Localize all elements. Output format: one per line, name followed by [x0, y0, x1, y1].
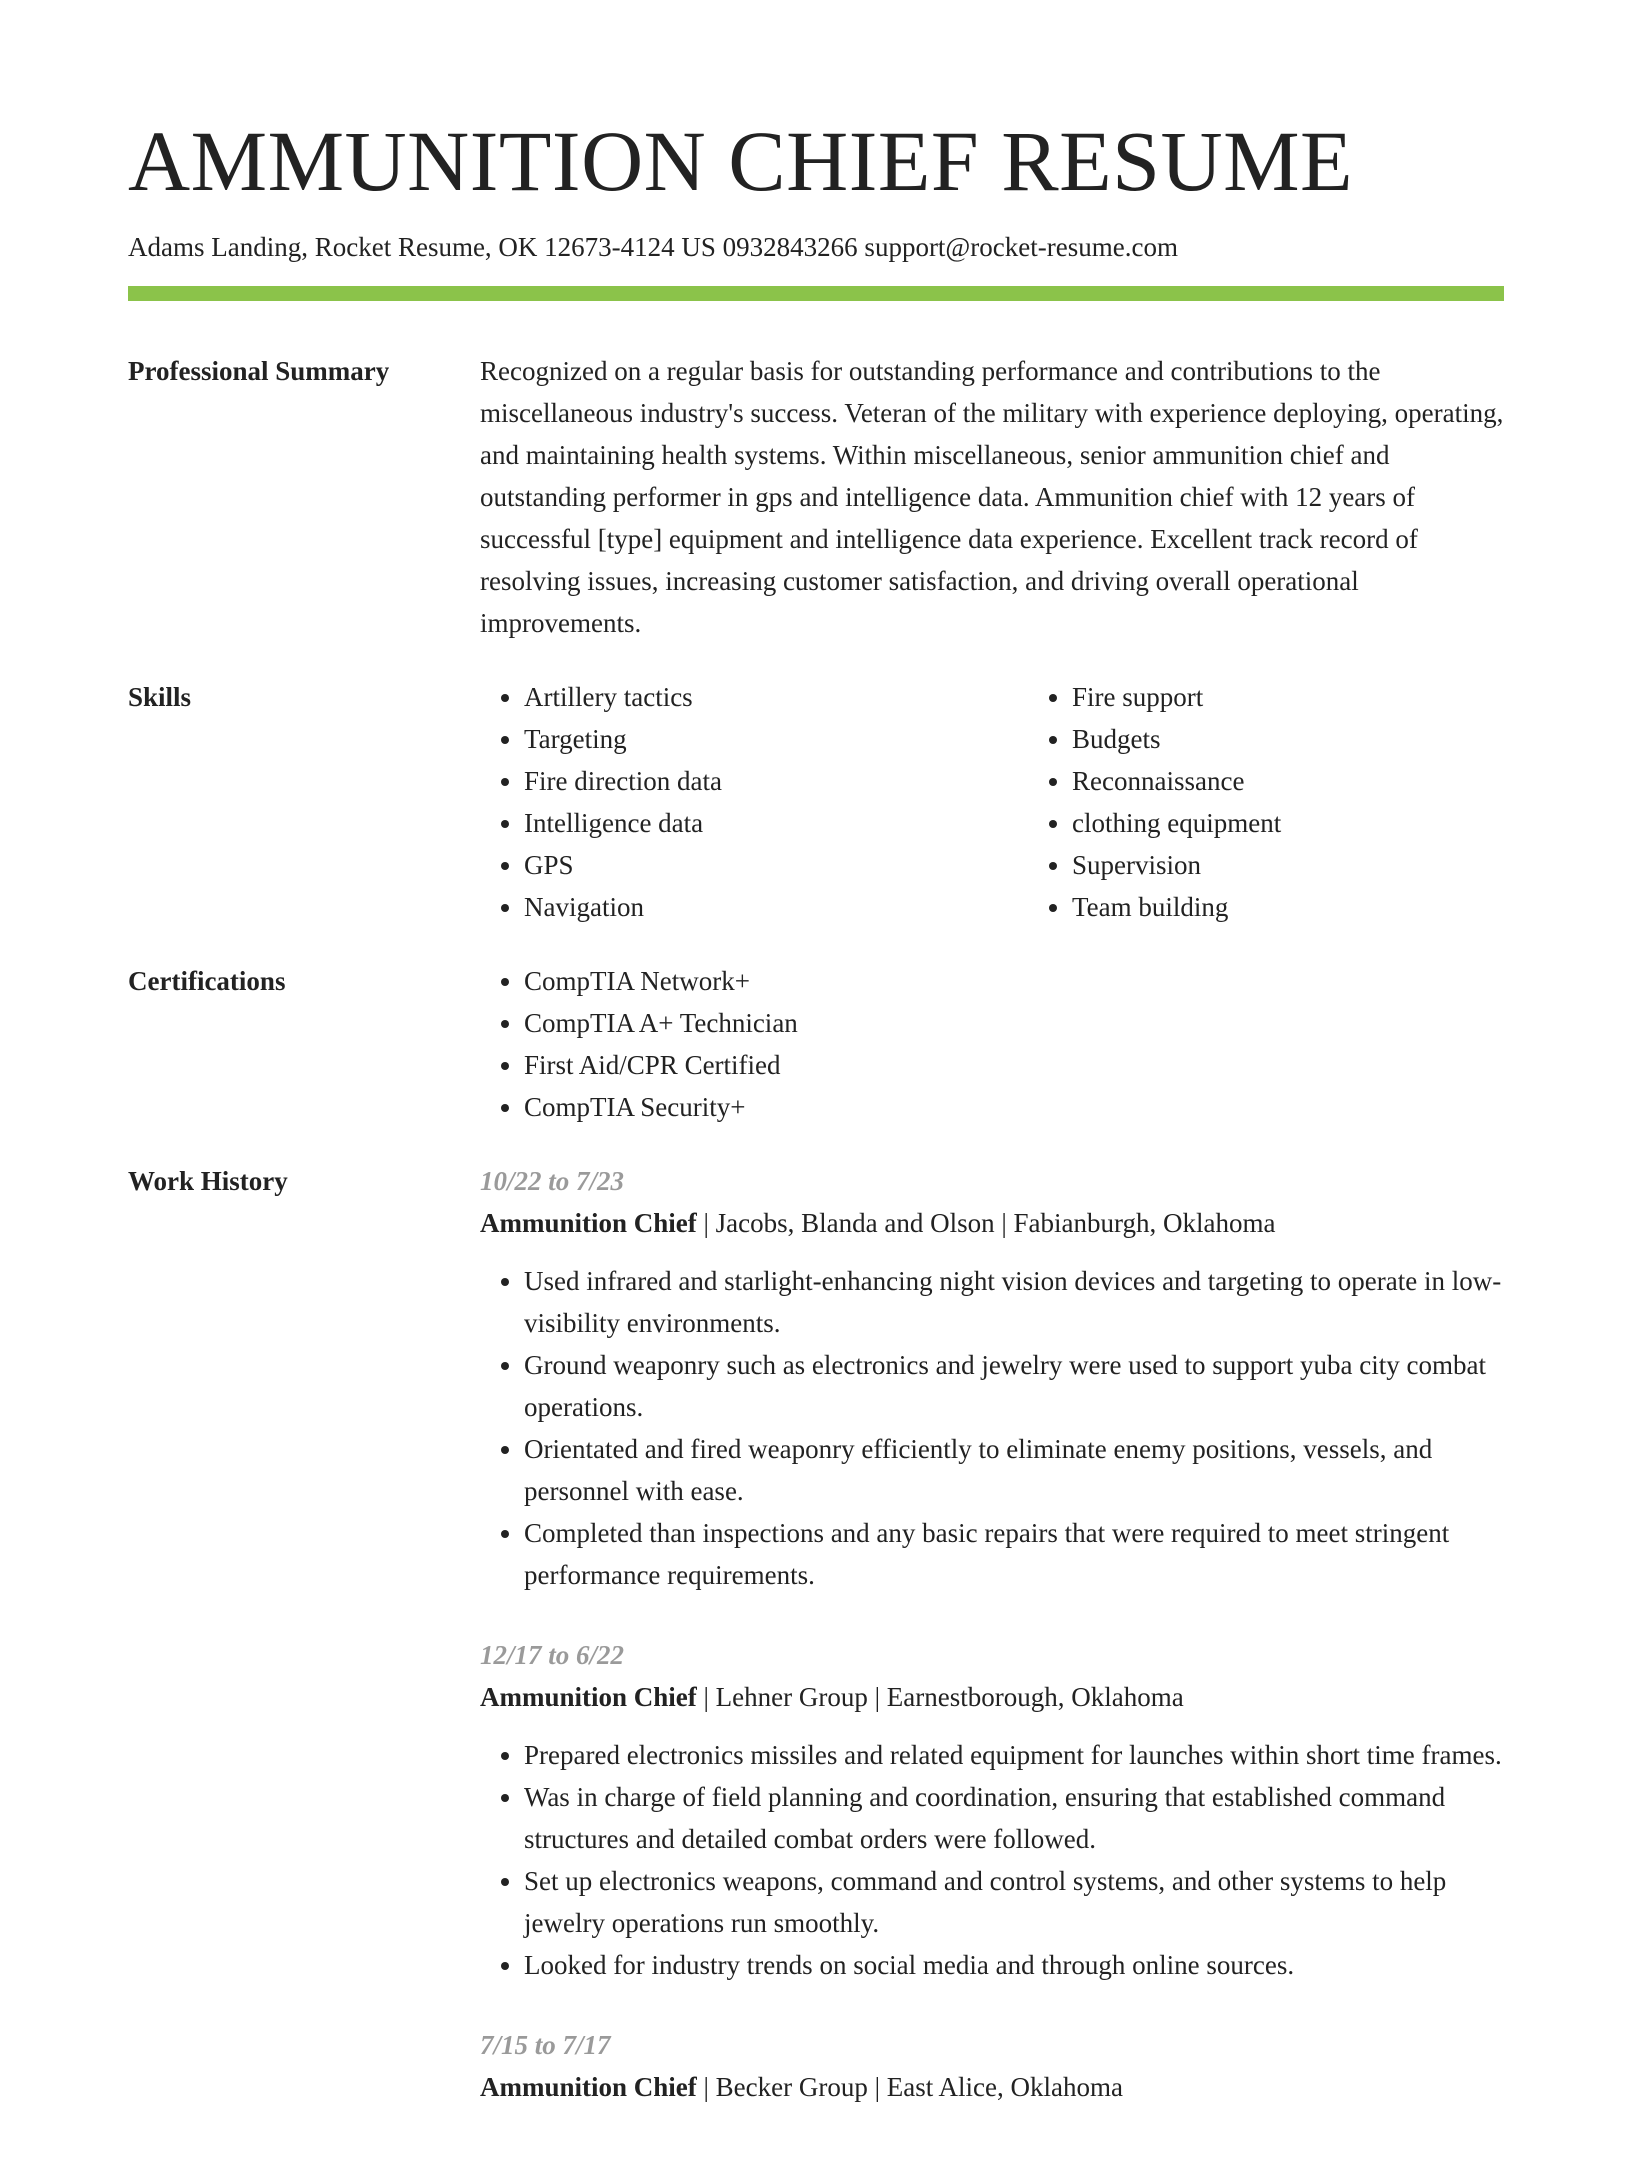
job-title: Ammunition Chief	[480, 1682, 697, 1712]
job-bullet: • Used infrared and starlight-enhancing night vision devices and targeting to operate in low-visibility environments.	[524, 1260, 1504, 1344]
summary-section	[128, 350, 1504, 644]
job-details: | Jacobs, Blanda and Olson | Fabianburgh, Oklahoma	[696, 1208, 1276, 1238]
job-bullets	[480, 1734, 1504, 1986]
job-entry	[480, 1160, 1504, 1596]
job-title: Ammunition Chief	[480, 1208, 697, 1238]
resume-title: AMMUNITION CHIEF RESUME	[128, 113, 1354, 209]
certification-item: • First Aid/CPR Certified	[524, 1044, 1504, 1086]
job-details: | Lehner Group | Earnestborough, Oklahoma	[696, 1682, 1184, 1712]
skill-item: • Supervision	[1072, 844, 1576, 886]
certifications-section	[128, 960, 1504, 1128]
skill-item: • Targeting	[524, 718, 1028, 760]
skills-heading: Skills	[128, 682, 192, 712]
skills-list-left	[480, 676, 1028, 928]
skill-item: • Reconnaissance	[1072, 760, 1576, 802]
contact-line: Adams Landing, Rocket Resume, OK 12673-4124 US 0932843266 support@rocket-resume.com	[128, 232, 1178, 262]
skill-item: • Fire support	[1072, 676, 1576, 718]
job-bullet: • Orientated and fired weaponry efficiently to eliminate enemy positions, vessels, and personnel with ease.	[524, 1428, 1504, 1512]
summary-heading: Professional Summary	[128, 356, 390, 386]
certification-item: • CompTIA Security+	[524, 1086, 1504, 1128]
job-title-line	[480, 2066, 1504, 2108]
job-dates: 10/22 to 7/23	[480, 1166, 625, 1196]
job-bullet: • Set up electronics weapons, command and control systems, and other systems to help jewelry operations run smoothly.	[524, 1860, 1504, 1944]
job-entry	[480, 1634, 1504, 1986]
work-history-heading: Work History	[128, 1166, 288, 1196]
job-title: Ammunition Chief	[480, 2072, 697, 2102]
skill-item: • GPS	[524, 844, 1028, 886]
job-bullet: • Looked for industry trends on social media and through online sources.	[524, 1944, 1504, 1986]
job-details: | Becker Group | East Alice, Oklahoma	[696, 2072, 1123, 2102]
skill-item: • Team building	[1072, 886, 1576, 928]
certifications-heading: Certifications	[128, 966, 286, 996]
job-bullet: • Ground weaponry such as electronics and jewelry were used to support yuba city combat operations.	[524, 1344, 1504, 1428]
job-bullet: • Completed than inspections and any basic repairs that were required to meet stringent performance requirements.	[524, 1512, 1504, 1596]
skill-item: • clothing equipment	[1072, 802, 1576, 844]
summary-text: Recognized on a regular basis for outstanding performance and contributions to the miscellaneous industry's success. Veteran of the military with experience deploying, operating, and maintaining health systems. Within miscellaneous, senior ammunition chief and outstanding performer in gps and intelligence data. Ammunition chief with 12 years of successful [type] equipment and intelligence data experience. Excellent track record of resolving issues, increasing customer satisfaction, and driving overall operational improvements.	[480, 356, 1504, 638]
job-title-line	[480, 1676, 1504, 1718]
job-dates: 7/15 to 7/17	[480, 2030, 611, 2060]
certifications-list	[480, 960, 1504, 1128]
skill-item: • Intelligence data	[524, 802, 1028, 844]
skill-item: • Budgets	[1072, 718, 1576, 760]
resume-sections	[128, 350, 1504, 2178]
certification-item: • CompTIA Network+	[524, 960, 1504, 1002]
job-entry	[480, 2024, 1504, 2108]
job-dates: 12/17 to 6/22	[480, 1640, 625, 1670]
skill-item: • Navigation	[524, 886, 1028, 928]
skill-item: • Fire direction data	[524, 760, 1028, 802]
header-divider	[128, 286, 1504, 301]
certification-item: • CompTIA A+ Technician	[524, 1002, 1504, 1044]
job-title-line	[480, 1202, 1504, 1244]
job-bullet: • Was in charge of field planning and coordination, ensuring that established command structures and detailed combat orders were followed.	[524, 1776, 1504, 1860]
job-bullets	[480, 1260, 1504, 1596]
work-history-section	[128, 1160, 1504, 2146]
skills-list-right	[1028, 676, 1576, 928]
skills-section	[128, 676, 1504, 928]
skill-item: • Artillery tactics	[524, 676, 1028, 718]
job-bullet: • Prepared electronics missiles and related equipment for launches within short time frames.	[524, 1734, 1504, 1776]
